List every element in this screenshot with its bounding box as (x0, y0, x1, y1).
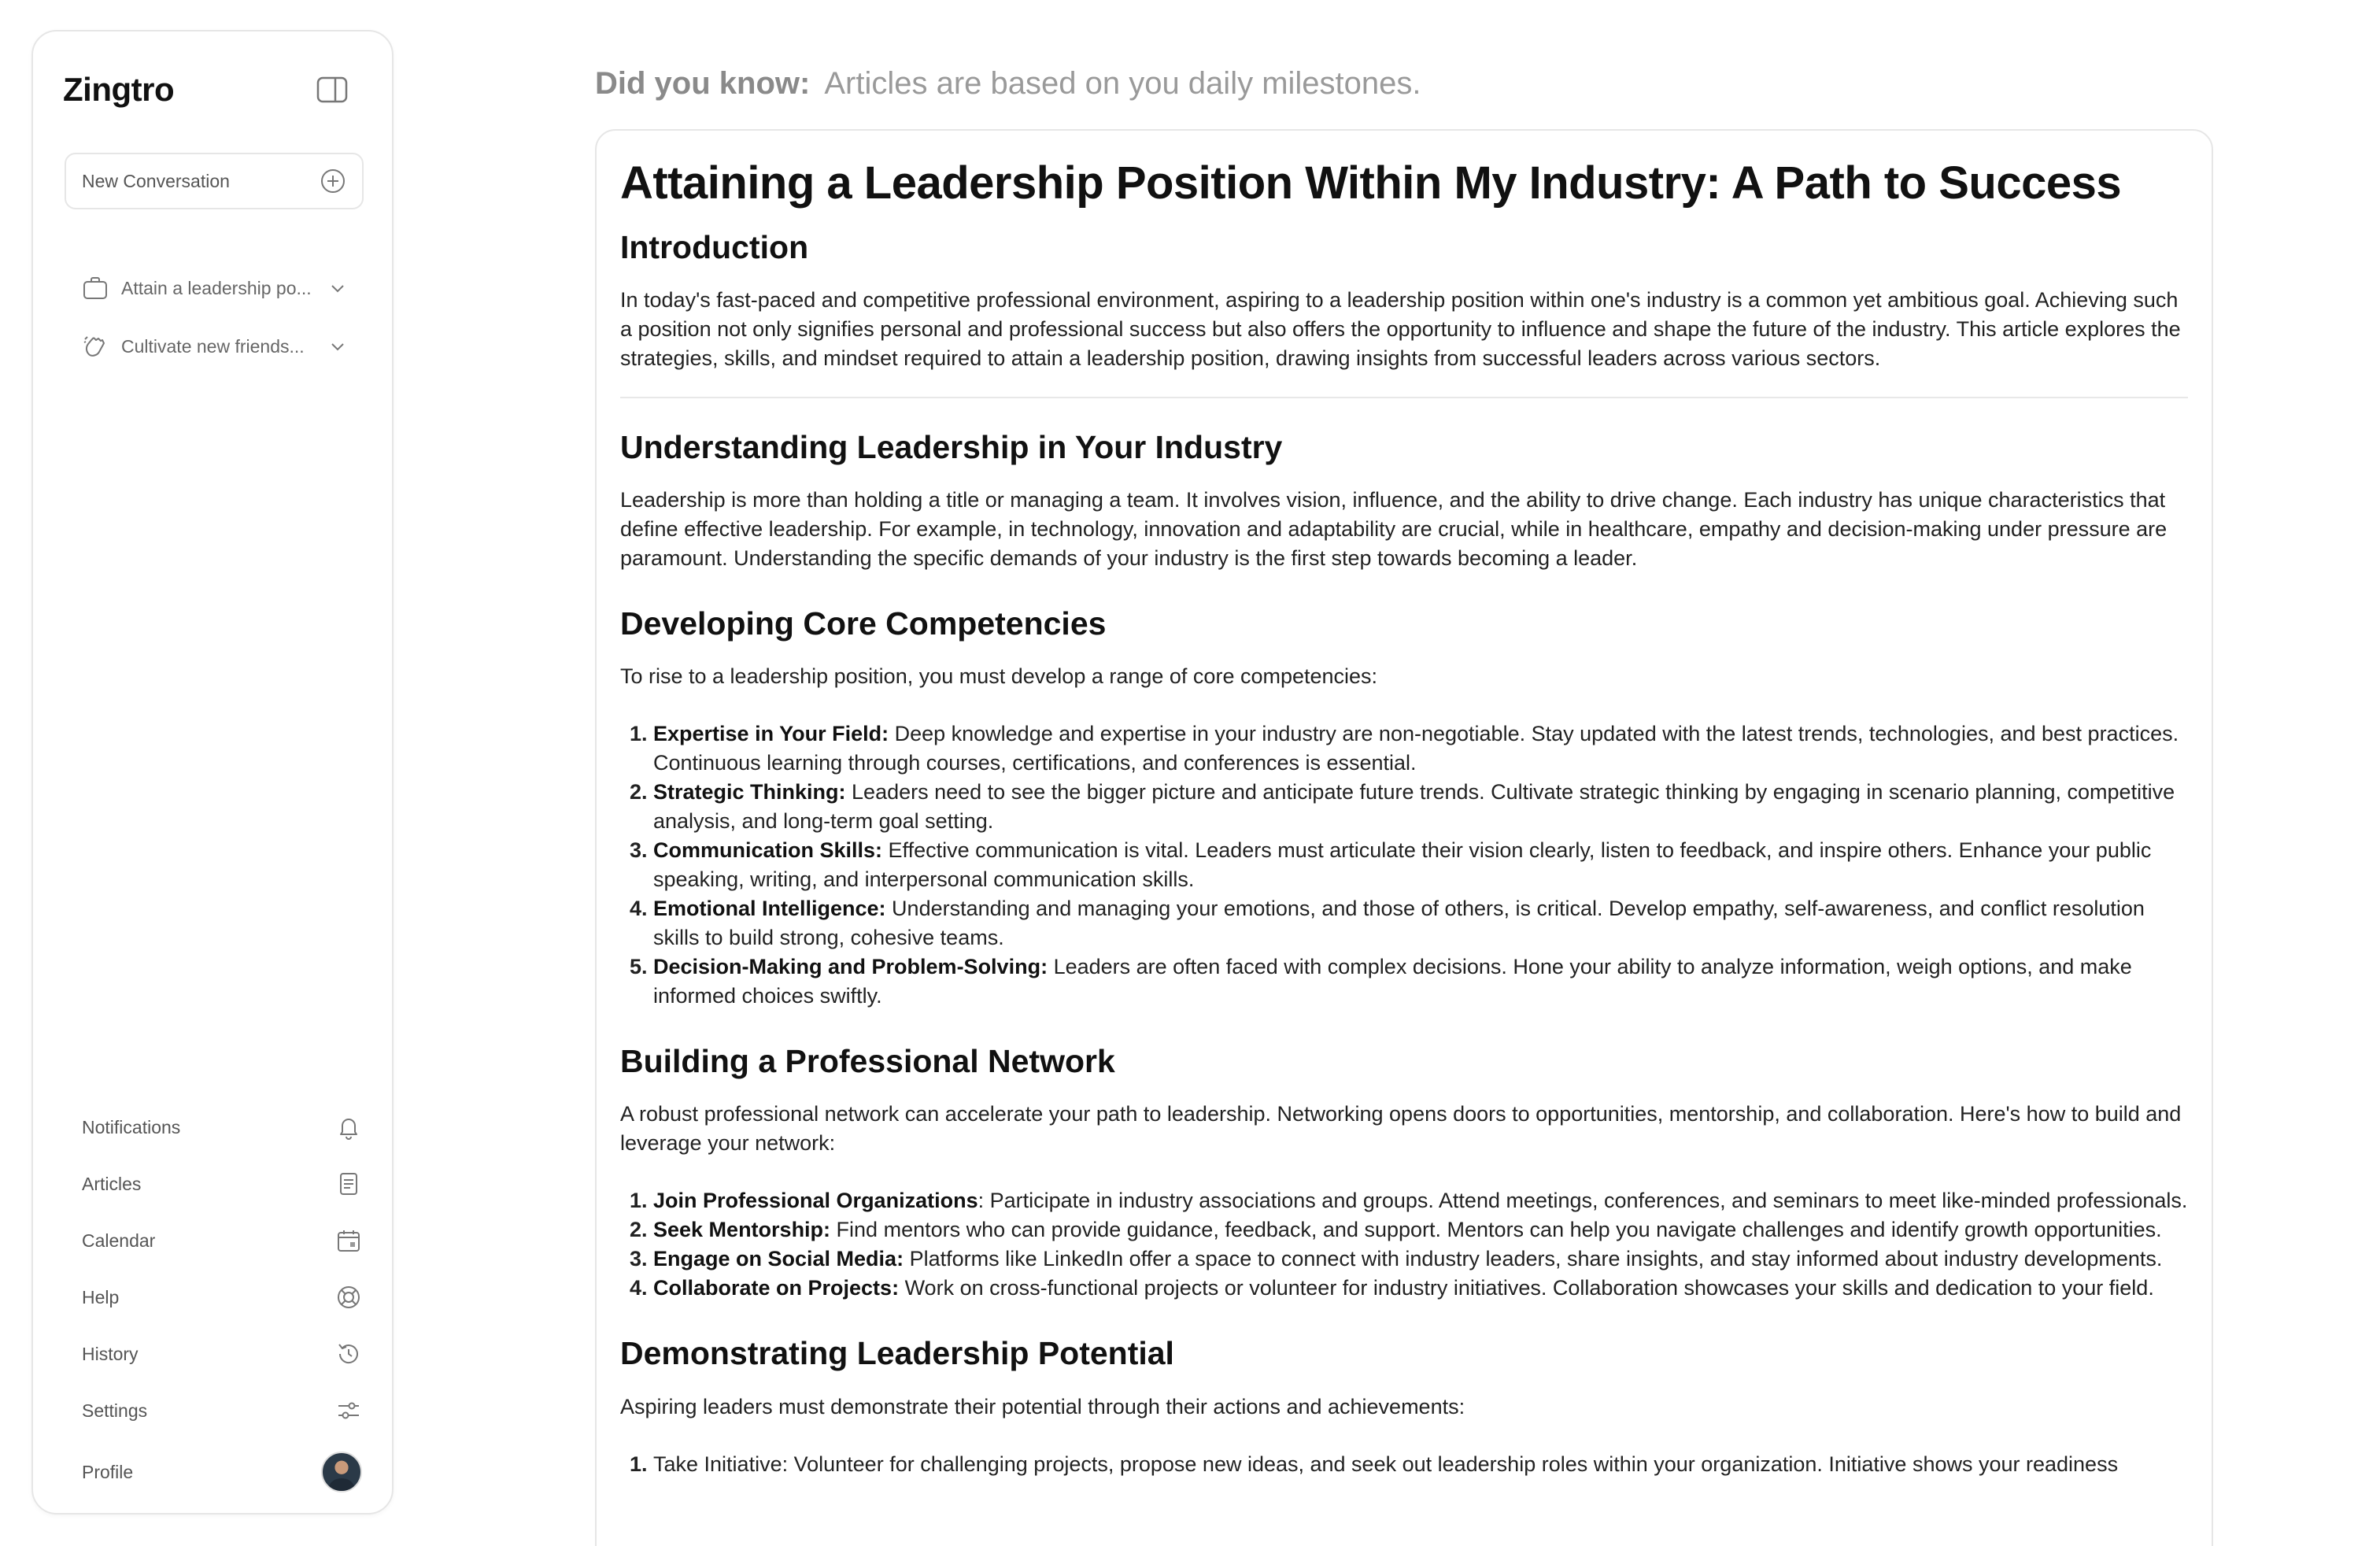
list-item-term: Emotional Intelligence: (653, 897, 886, 921)
new-conversation-button[interactable] (65, 153, 364, 209)
list-item-term: Engage on Social Media: (653, 1247, 904, 1271)
sidebar (31, 30, 394, 1515)
nav-notifications[interactable] (82, 1107, 362, 1148)
list-item-term: Seek Mentorship: (653, 1218, 831, 1242)
understanding-paragraph: Leadership is more than holding a title or managing a team. It involves vision, influence, and the ability to drive change. Each industry has unique characteristics that define effective leadership. For example, in technology, innovation and adaptability are crucial, while in healthcare, empathy and decision-making under pressure are paramount. Understanding the specific demands of your industry is the first step towards becoming a leader. (620, 487, 2168, 570)
calendar-icon (335, 1227, 362, 1254)
list-item-text: Volunteer for challenging projects, propose new ideas, and seek out leadership roles within your organization. Initiative shows your readiness (788, 1452, 2119, 1476)
list-item-text: Work on cross-functional projects or volunteer for industry initiatives. Collaboration showcases your skills and dedication to your field. (899, 1276, 2154, 1300)
nav-label: Notifications (82, 1116, 181, 1137)
section-heading-introduction: Introduction (620, 228, 809, 265)
conversation-label: Cultivate new friends... (121, 335, 305, 357)
lifebuoy-icon (335, 1284, 362, 1311)
list-item-text: Find mentors who can provide guidance, feedback, and support. Mentors can help you navigate challenges and identify growth opportunities. (830, 1218, 2162, 1242)
list-item-text: Understanding and managing your emotions, and those of others, is critical. Develop empathy, self-awareness, and conflict resolution skills to build strong, cohesive teams. (653, 897, 2145, 950)
list-item-text: Deep knowledge and expertise in your industry are non-negotiable. Stay updated with the latest trends, technologies, and best practices. Continuous learning through courses, certifications, and conferences is essential. (653, 722, 2179, 775)
chevron-down-icon[interactable] (327, 278, 348, 298)
conversation-item-friends[interactable] (82, 327, 381, 365)
network-intro: A robust professional network can accelerate your path to leadership. Networking opens doors to opportunities, mentorship, and collaboration. Here's how to build and leverage your network: (620, 1102, 2182, 1156)
network-list (620, 1186, 2188, 1303)
potential-intro: Aspiring leaders must demonstrate their potential through their actions and achievements: (620, 1394, 1465, 1418)
sliders-icon (335, 1397, 362, 1424)
section-heading-competencies: Developing Core Competencies (620, 605, 1107, 642)
document-icon (335, 1171, 362, 1197)
list-item (653, 778, 2188, 836)
list-item (653, 1186, 2188, 1215)
intro-paragraph: In today's fast-paced and competitive professional environment, aspiring to a leadership position within one's industry is a common yet ambitious goal. Achieving such a position not only signifies personal and professional success but also offers the opportunity to influence and shape the future of the industry. This article explores the strategies, skills, and mindset required to attain a leadership position, drawing insights from successful leaders across various sectors. (620, 287, 2181, 370)
nav-profile[interactable] (82, 1452, 362, 1492)
briefcase-icon (82, 275, 109, 301)
avatar[interactable] (321, 1452, 362, 1492)
competencies-intro: To rise to a leadership position, you must develop a range of core competencies: (620, 664, 1378, 689)
list-item-text: Effective communication is vital. Leaders must articulate their vision clearly, listen to feedback, and inspire others. Enhance your public speaking, writing, and interpersonal communication skills. (653, 838, 2152, 892)
list-item (653, 1215, 2188, 1245)
list-item-term: Expertise in Your Field: (653, 722, 889, 746)
article-card (595, 129, 2213, 1546)
nav-calendar[interactable] (82, 1220, 362, 1261)
plus-circle-icon (320, 168, 346, 194)
article-title: Attaining a Leadership Position Within My Industry: A Path to Success (620, 157, 2122, 209)
nav-help[interactable] (82, 1277, 362, 1318)
potential-list (620, 1450, 2188, 1479)
competencies-list (620, 719, 2188, 1011)
new-conversation-label: New Conversation (82, 170, 230, 191)
nav-label: Articles (82, 1173, 142, 1194)
nav-label: Profile (82, 1461, 134, 1482)
nav-label: Settings (82, 1400, 148, 1421)
list-item-text: Leaders are often faced with complex decisions. Hone your ability to analyze information, weigh options, and make informed choices swiftly. (653, 955, 2132, 1008)
list-item-term: Strategic Thinking: (653, 780, 846, 804)
list-item-term: Collaborate on Projects: (653, 1276, 900, 1300)
list-item-term: Join Professional Organizations (653, 1189, 978, 1213)
list-item-term: Communication Skills: (653, 838, 883, 863)
tip-text: Articles are based on you daily milestones. (824, 66, 1421, 101)
conversation-label: Attain a leadership po... (121, 277, 312, 298)
list-item-term: Decision-Making and Problem-Solving: (653, 955, 1048, 979)
section-heading-network: Building a Professional Network (620, 1043, 1115, 1080)
nav-articles[interactable] (82, 1163, 362, 1204)
nav-label: Calendar (82, 1230, 156, 1251)
list-item (653, 952, 2188, 1011)
section-heading-understanding: Understanding Leadership in Your Industry (620, 428, 1283, 465)
nav-label: Help (82, 1286, 120, 1307)
list-item (653, 1274, 2188, 1303)
tip-label: Did you know: (595, 66, 811, 101)
sidebar-toggle-icon[interactable] (316, 76, 348, 104)
list-item (653, 1450, 2188, 1479)
list-item (653, 894, 2188, 952)
nav-label: History (82, 1343, 139, 1364)
list-item-text: : Participate in industry associations and groups. Attend meetings, conferences, and seminars to meet like-minded professionals. (978, 1189, 2188, 1213)
list-item-text: Platforms like LinkedIn offer a space to connect with industry leaders, share insights, and stay informed about industry developments. (904, 1247, 2163, 1271)
nav-history[interactable] (82, 1333, 362, 1374)
app-logo: Zingtro (63, 71, 175, 108)
chevron-down-icon[interactable] (327, 336, 348, 357)
list-item-term: Take Initiative: (653, 1452, 789, 1476)
history-icon (335, 1341, 362, 1367)
waving-hand-icon (82, 333, 109, 360)
list-item (653, 719, 2188, 778)
section-heading-potential: Demonstrating Leadership Potential (620, 1335, 1174, 1372)
conversation-item-leadership[interactable] (82, 269, 381, 307)
nav-settings[interactable] (82, 1390, 362, 1431)
did-you-know-tip (595, 66, 1421, 102)
list-item (653, 1245, 2188, 1274)
list-item-text: Leaders need to see the bigger picture and anticipate future trends. Cultivate strategic thinking by engaging in scenario planning, competitive analysis, and long-term goal setting. (653, 780, 2175, 834)
list-item (653, 836, 2188, 894)
bell-icon (335, 1114, 362, 1141)
divider (620, 397, 2188, 398)
